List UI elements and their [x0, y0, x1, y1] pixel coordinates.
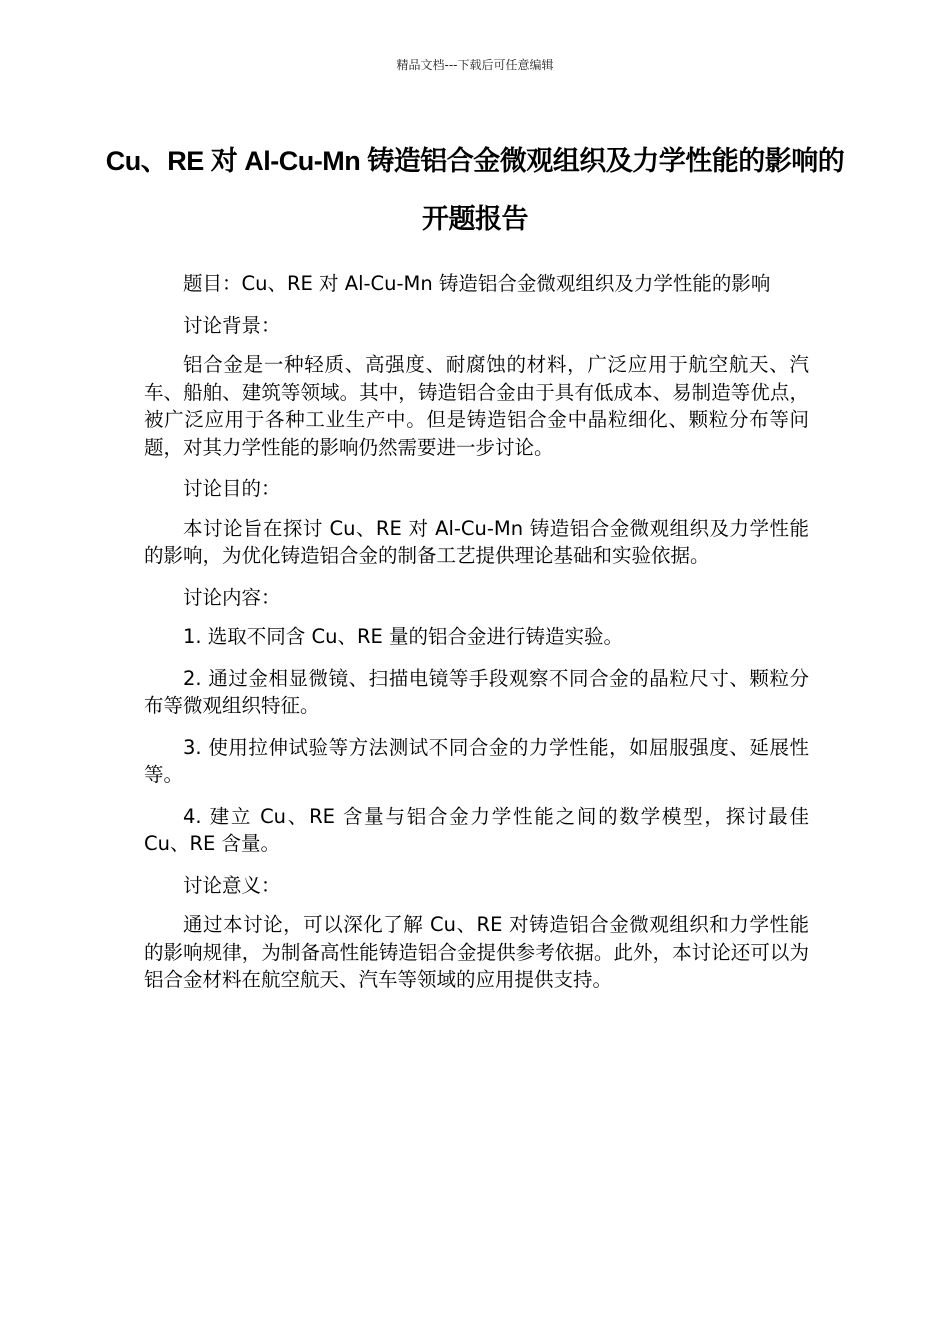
content-item-3: 3. 使用拉伸试验等方法测试不同合金的力学性能，如屈服强度、延展性等。 — [144, 735, 809, 786]
background-paragraph: 铝合金是一种轻质、高强度、耐腐蚀的材料，广泛应用于航空航天、汽车、船舶、建筑等领域。其中，铸造铝合金由于具有低成本、易制造等优点，被广泛应用于各种工业生产中。但是铸造铝合金中晶粒细化、颗粒分布等问题，对其力学性能的影响仍然需要进一步讨论。 — [144, 353, 809, 459]
section-heading-purpose: 讨论目的： — [183, 477, 281, 500]
section-heading-content: 讨论内容： — [183, 585, 281, 609]
header-note: 精品文档---下载后可任意编辑 — [396, 58, 554, 72]
purpose-paragraph: 本讨论旨在探讨 Cu、RE 对 Al-Cu-Mn 铸造铝合金微观组织及力学性能的影响，为优化铸造铝合金的制备工艺提供理论基础和实验依据。 — [144, 516, 809, 567]
document-body — [144, 270, 809, 1008]
section-heading-background: 讨论背景： — [183, 313, 281, 337]
section-heading-significance: 讨论意义： — [183, 873, 281, 897]
content-item-2: 2. 通过金相显微镜、扫描电镜等手段观察不同合金的晶粒尺寸、颗粒分布等微观组织特征。 — [144, 666, 809, 717]
content-item-1: 1. 选取不同含 Cu、RE 量的铝合金进行铸造实验。 — [183, 625, 624, 648]
document-title: Cu、RE 对 Al-Cu-Mn 铸造铝合金微观组织及力学性能的影响的开题报告 — [105, 146, 845, 234]
content-item-4: 4. 建立 Cu、RE 含量与铝合金力学性能之间的数学模型，探讨最佳 Cu、RE 含量。 — [144, 804, 809, 855]
significance-paragraph: 通过本讨论，可以深化了解 Cu、RE 对铸造铝合金微观组织和力学性能的影响规律，为制备高性能铸造铝合金提供参考依据。此外，本讨论还可以为铝合金材料在航空航天、汽车等领域的应用提供支持。 — [144, 913, 809, 991]
topic-line: 题目：Cu、RE 对 Al-Cu-Mn 铸造铝合金微观组织及力学性能的影响 — [183, 272, 771, 295]
